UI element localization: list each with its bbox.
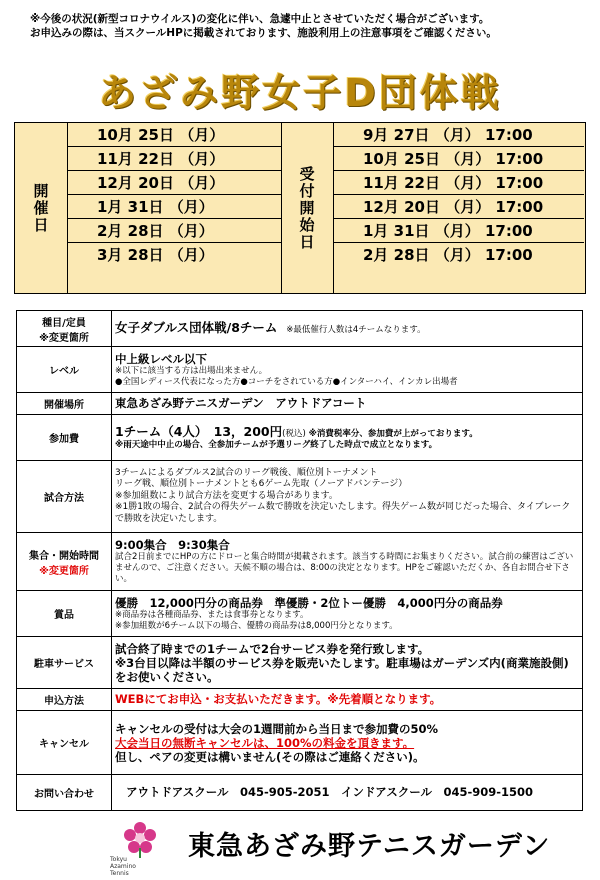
- entry-date-label: 受付開始日: [297, 165, 316, 251]
- logo-caption: Tokyu Azamino Tennis: [110, 856, 136, 877]
- format-line: 3チームによるダブルス2試合のリーグ戦後、順位別トーナメント: [115, 467, 378, 478]
- level-label: レベル: [17, 347, 112, 393]
- parking-line-1: 試合終了時までの1チームで2台サービス券を発行致します。: [115, 641, 430, 656]
- event-date: 2月 28日 （月）: [67, 219, 281, 243]
- contact-label: お問い合わせ: [17, 775, 112, 811]
- prize-note-2: ※参加組数が6チーム以下の場合、優勝の商品券は8,000円分となります。: [115, 620, 398, 631]
- row-parking: [17, 637, 583, 689]
- meeting-value: 9:00集合 9:30集合: [115, 538, 230, 552]
- row-category: [17, 311, 583, 347]
- fee-tax: (税込): [282, 428, 306, 439]
- entry-date: 1月 31日 （月） 17:00: [333, 219, 584, 243]
- fee-label: 参加費: [17, 415, 112, 461]
- prize-note-1: ※商品券は各種商品券、または食事券となります。: [115, 609, 309, 620]
- event-date-label: 開催日: [31, 182, 50, 234]
- level-value: 中上級レベル以下: [115, 351, 207, 366]
- event-date: 3月 28日 （月）: [97, 246, 214, 264]
- event-date: 1月 31日 （月）: [67, 195, 281, 219]
- parking-line-2: ※3台目以降は半額のサービス券を販売いたします。駐車場はガーデンズ内(商業施設側)をお使いください。: [115, 655, 569, 684]
- change-mark: ※変更箇所: [39, 332, 89, 344]
- row-fee: [17, 415, 583, 461]
- change-mark: ※変更箇所: [39, 565, 89, 577]
- row-meeting: [17, 533, 583, 591]
- notice: [30, 12, 590, 40]
- entry-date: 12月 20日 （月） 17:00: [333, 195, 584, 219]
- format-line: ※参加組数により試合方法を変更する場合があります。: [115, 490, 338, 501]
- cancel-line-3: 但し、ペアの変更は構いません(その際はご連絡ください)。: [115, 749, 425, 764]
- level-note-1: ※以下に該当する方は出場出来ません。: [115, 365, 268, 376]
- entry-date-column: [333, 123, 584, 293]
- level-note-2: ●全国レディース代表になった方●コーチをされている方●インターハイ、インカレ出場者: [115, 376, 458, 387]
- row-cancel: [17, 711, 583, 775]
- prize-label: 賞品: [17, 591, 112, 637]
- event-date: 12月 20日 （月）: [67, 171, 281, 195]
- fee-note-2: ※雨天途中中止の場合、全参加チームが予選リーグ終了した時点で成立となります。: [115, 440, 438, 451]
- flower-logo-icon: [120, 818, 160, 858]
- event-date: 11月 22日 （月）: [67, 147, 281, 171]
- category-label: 種目/定員: [42, 317, 86, 329]
- page-title: あざみ野女子D団体戦: [98, 71, 502, 115]
- contact-value: アウトドアスクール 045-905-2051 インドアスクール 045-909-1500: [126, 784, 534, 799]
- cancel-line-1: キャンセルの受付は大会の1週間前から当日まで参加費の50%: [115, 721, 439, 736]
- format-line: リーグ戦、順位別トーナメントとも6ゲーム先取（ノーアドバンテージ）: [115, 479, 408, 490]
- prize-value: 優勝 12,000円分の商品券 準優勝・2位トー優勝 4,000円分の商品券: [115, 595, 503, 610]
- cancel-label: キャンセル: [17, 711, 112, 775]
- notice-line-2: お申込みの際は、当スクールHPに掲載されております、施設利用上の注意事項をご確認ください。: [30, 27, 497, 39]
- category-note: ※最低催行人数は4チームなります。: [286, 325, 426, 336]
- entry-date: 2月 28日 （月） 17:00: [363, 246, 533, 264]
- meeting-label: 集合・開始時間: [29, 550, 99, 562]
- cancel-line-2: 大会当日の無断キャンセルは、100%の料金を頂きます。: [115, 735, 415, 750]
- brand-name: 東急あざみ野テニスガーデン: [188, 831, 551, 862]
- parking-label: 駐車サービス: [17, 637, 112, 689]
- apply-value: WEBにてお申込・お支払いただきます。※先着順となります。: [115, 691, 442, 706]
- venue-label: 開催場所: [17, 393, 112, 415]
- entry-date: 10月 25日 （月） 17:00: [333, 147, 584, 171]
- row-contact: [17, 775, 583, 811]
- event-date: 10月 25日 （月）: [67, 123, 281, 147]
- title-area: [50, 68, 550, 118]
- category-value: 女子ダブルス団体戦/8チーム: [115, 320, 278, 336]
- format-line: ※1勝1敗の場合、2試合の得失ゲーム数で勝敗を決定いたします。得失ゲーム数が同じだった場合、タイブレークで勝敗を決定いたします。: [115, 502, 571, 524]
- entry-date: 9月 27日 （月） 17:00: [333, 123, 584, 147]
- meeting-note: 試合2日前までにHPの方にドローと集合時間が掲載されます。該当する時間にお集まりください。試合前の練習はございませんので、ご注意ください。天候不順の場合は、8:00の決定となります。HPをご確認いただくか、各自お問合せ下さい。: [115, 552, 574, 584]
- row-venue: [17, 393, 583, 415]
- apply-label: 申込方法: [17, 689, 112, 711]
- row-prize: [17, 591, 583, 637]
- event-date-column: [67, 123, 281, 293]
- fee-note-1: ※消費税率分、参加費が上がっております。: [308, 428, 478, 439]
- row-format: [17, 461, 583, 533]
- row-apply: [17, 689, 583, 711]
- footer-logo: [110, 818, 570, 877]
- venue-value: 東急あざみ野テニスガーデン アウトドアコート: [115, 395, 367, 410]
- row-level: [17, 347, 583, 393]
- info-table: [16, 310, 583, 811]
- notice-line-1: ※今後の状況(新型コロナウイルス)の変化に伴い、急遽中止とさせていただく場合がございます。: [30, 13, 490, 25]
- format-label: 試合方法: [17, 461, 112, 533]
- entry-date: 11月 22日 （月） 17:00: [333, 171, 584, 195]
- schedule-table: [14, 122, 586, 294]
- fee-value: 1チーム（4人） 13，200円: [115, 423, 283, 439]
